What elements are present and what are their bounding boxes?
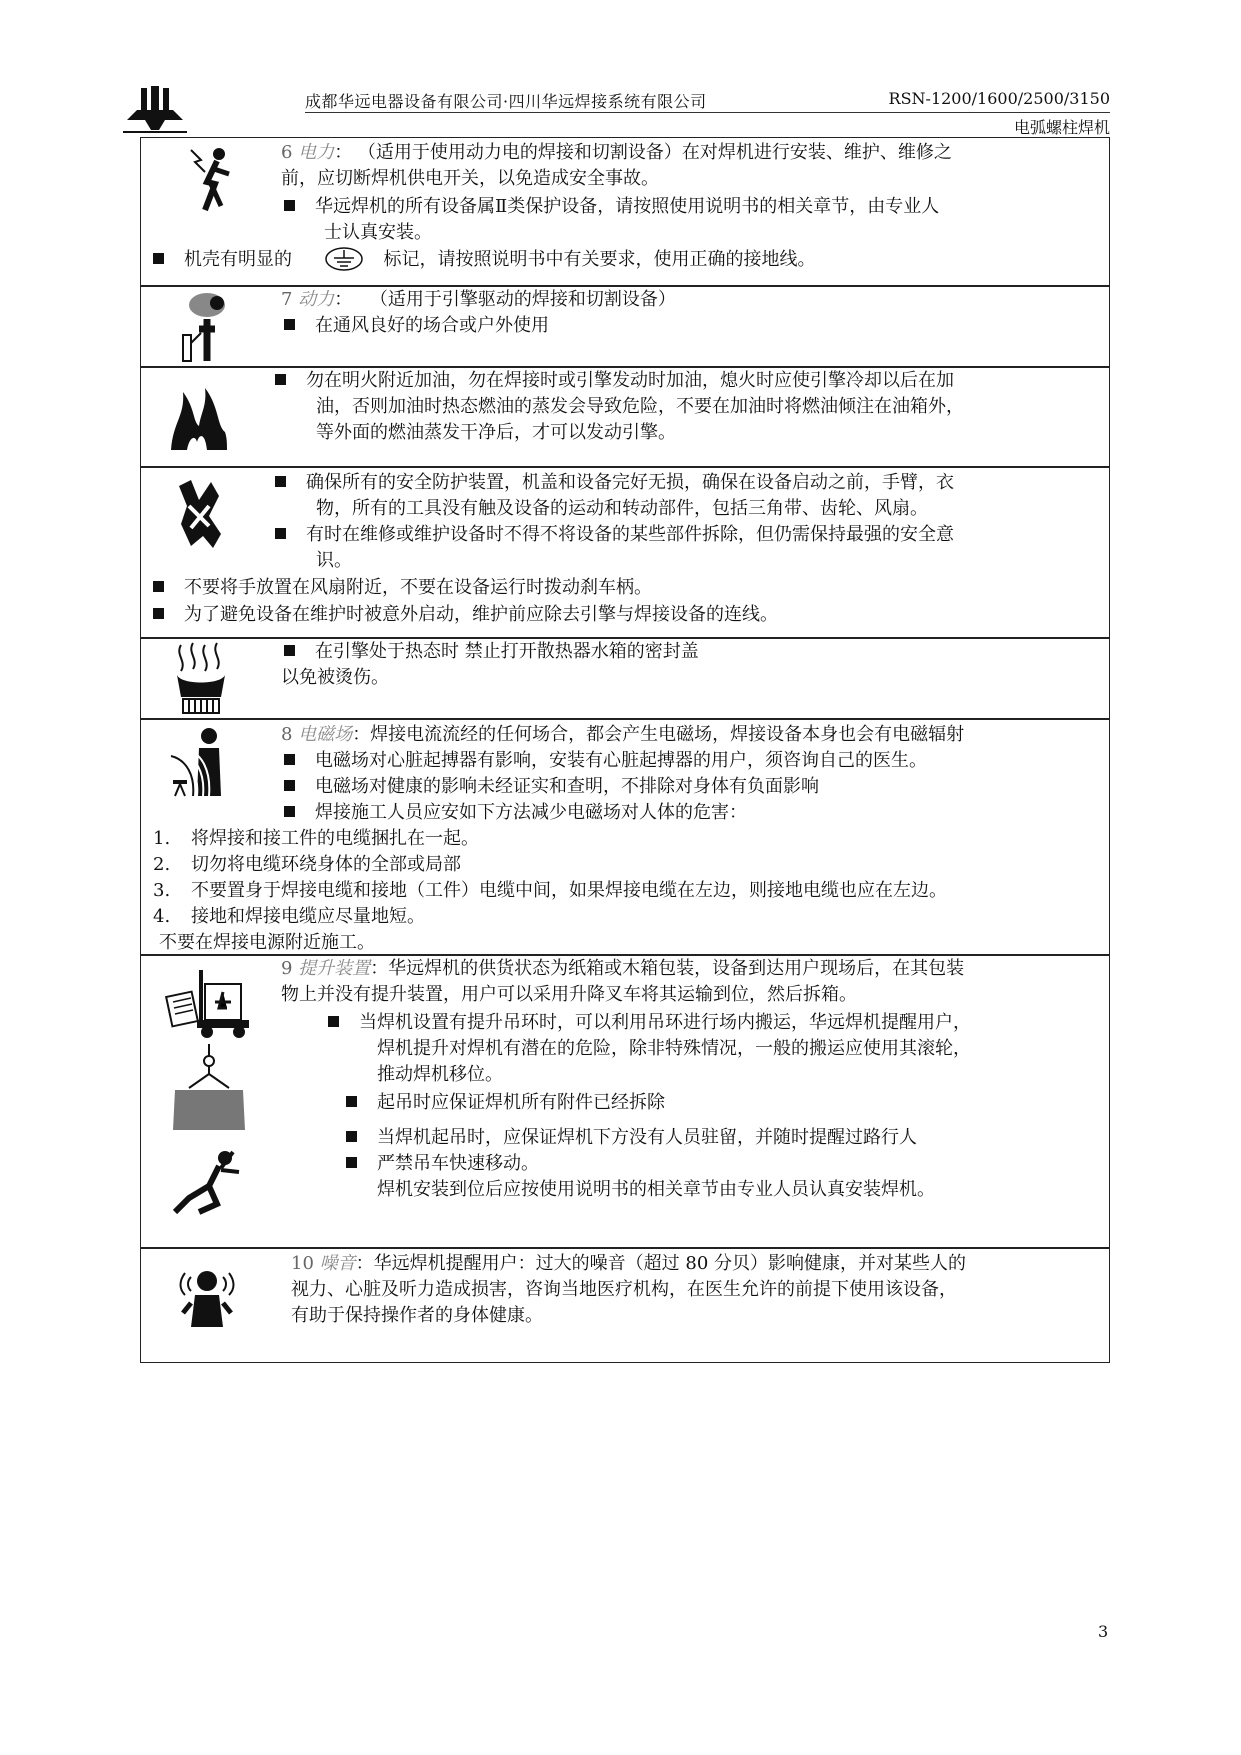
section10-intro-line1: [291, 1251, 966, 1277]
fire-hazard-icon: [167, 382, 231, 452]
section9-number: 9: [281, 958, 293, 979]
section7-colon: ：: [334, 289, 353, 310]
bullet-icon: [153, 581, 164, 592]
section8-list-item-2: 2. 切勿将电缆环绕身体的全部或局部: [153, 854, 461, 875]
bullet-icon: [153, 608, 164, 619]
section8-list-item-3: 3. 不要置身于焊接电缆和接地（工件）电缆中间，如果焊接电缆在左边，则接地电缆也应在左边。: [153, 880, 947, 901]
hot-steam-icon: [171, 641, 231, 715]
section8-list-item-1: 1. 将焊接和接工件的电缆捆扎在一起。: [153, 828, 479, 849]
section-electromagnetic: [140, 719, 1110, 955]
section7-intro-line: [281, 287, 676, 313]
section6-bullet1: 华远焊机的所有设备属Ⅱ类保护设备，请按照使用说明书的相关章节，由专业人: [284, 194, 939, 220]
section7-bullet1: 在通风良好的场合或户外使用: [284, 313, 549, 339]
bullet-icon: [284, 780, 295, 791]
section-noise: [140, 1248, 1110, 1363]
section9-bullet1: 当焊机设置有提升吊环时，可以利用吊环进行场内搬运，华远焊机提醒用户，: [328, 1010, 971, 1036]
guard-bullet2: 有时在维修或维护设备时不得不将设备的某些部件拆除，但仍需保持最强的安全意: [275, 522, 954, 548]
hot-bullet: 在引擎处于热态时 禁止打开散热器水箱的密封盖: [284, 639, 699, 665]
section-electric-power: [140, 137, 1110, 286]
hot-line2: 以免被烫伤。: [281, 667, 389, 688]
bullet-icon: [284, 200, 295, 211]
section8-intro-line: [281, 722, 964, 748]
section10-number: 10: [291, 1253, 314, 1274]
section8-title: 电磁场: [298, 724, 353, 745]
section7-number: 7: [281, 289, 293, 310]
fuel-line3: 等外面的燃油蒸发干净后，才可以发动引擎。: [316, 422, 676, 443]
header-product: 电弧螺柱焊机: [1013, 118, 1110, 137]
header-divider: [305, 112, 1110, 113]
section6-number: 6: [281, 142, 293, 163]
bullet-icon: [284, 319, 295, 330]
section-engine-power: [140, 286, 1110, 367]
section9-bullet2: 起吊时应保证焊机所有附件已经拆除: [346, 1090, 665, 1116]
bullet-icon: [328, 1016, 339, 1027]
section9-intro2: 物上并没有提升装置，用户可以采用升降叉车将其运输到位，然后拆箱。: [281, 984, 857, 1005]
fuel-bullet: 勿在明火附近加油，勿在焊接时或引擎发动时加油，熄火时应使引擎冷却以后在加: [275, 368, 954, 394]
section8-bullet1: 电磁场对心脏起搏器有影响，安装有心脏起搏器的用户，须咨询自己的医生。: [284, 748, 927, 774]
section6-intro1: （适用于使用动力电的焊接和切割设备）在对焊机进行安装、维护、维修之: [357, 142, 952, 163]
forklift-icon: [165, 962, 255, 1042]
section6-bullet2: 机壳有明显的 标记，请按照说明书中有关要求，使用正确的接地线。: [153, 246, 815, 273]
bullet-icon: [346, 1096, 357, 1107]
falling-load-warning-icon: [169, 1146, 249, 1216]
section-moving-parts: [140, 467, 1110, 638]
bullet-icon: [284, 645, 295, 656]
noise-hazard-icon: [177, 1263, 237, 1333]
section8-bullet3: 焊接施工人员应安如下方法减少电磁场对人体的危害：: [284, 800, 747, 826]
safety-table: [140, 137, 1110, 1390]
bullet-icon: [275, 476, 286, 487]
section6-title: 电力: [298, 142, 335, 163]
section8-final-note: 不要在焊接电源附近施工。: [159, 932, 375, 953]
section8-list-item-4: 4. 接地和焊接电缆应尽量地短。: [153, 906, 425, 927]
bullet-icon: [275, 528, 286, 539]
section8-number: 8: [281, 724, 293, 745]
guard-bullet2-cont: 识。: [316, 550, 352, 571]
bullet-icon: [275, 374, 286, 385]
header-model: RSN-1200/1600/2500/3150: [888, 89, 1110, 108]
guard-bullet4: 为了避免设备在维护时被意外启动，维护前应除去引擎与焊接设备的连线。: [153, 602, 778, 628]
electric-shock-icon: [181, 144, 241, 214]
section6-intro-line1: [281, 140, 952, 166]
section6-colon: ：: [334, 142, 353, 163]
ground-symbol-icon: [324, 246, 364, 272]
section10-intro2: 视力、心脏及听力造成损害，咨询当地医疗机构，在医生允许的前提下使用该设备，: [291, 1279, 957, 1300]
section-hot-radiator: [140, 638, 1110, 719]
hand-injury-icon: [169, 476, 229, 552]
bullet-icon: [346, 1131, 357, 1142]
section9-bullet1-cont2: 推动焊机移位。: [377, 1064, 503, 1085]
company-logo: [123, 80, 187, 136]
page-number: 3: [1098, 1622, 1109, 1641]
section10-title: 噪音: [319, 1253, 356, 1274]
section9-title: 提升装置: [298, 958, 371, 979]
guard-bullet1-cont: 物，所有的工具没有触及设备的运动和转动部件，包括三角带、齿轮、风扇。: [316, 498, 928, 519]
section7-intro: （适用于引擎驱动的焊接和切割设备）: [369, 289, 676, 310]
bullet-icon: [284, 754, 295, 765]
section7-title: 动力: [298, 289, 335, 310]
bullet-icon: [346, 1157, 357, 1168]
bullet-icon: [153, 253, 164, 264]
section-lifting: [140, 955, 1110, 1248]
section9-intro-line1: [281, 956, 964, 982]
section9-install-note: 焊机安装到位后应按使用说明书的相关章节由专业人员认真安装焊机。: [377, 1179, 935, 1200]
section8-intro: ：焊接电流流经的任何场合，都会产生电磁场，焊接设备本身也会有电磁辐射: [352, 724, 965, 745]
section10-intro3: 有助于保持操作者的身体健康。: [291, 1305, 543, 1326]
section6-intro2: 前，应切断焊机供电开关，以免造成安全事故。: [281, 168, 659, 189]
section10-intro1: ：华远焊机提醒用户：过大的噪音（超过 80 分贝）影响健康，并对某些人的: [355, 1253, 966, 1274]
bullet-icon: [284, 806, 295, 817]
crane-hook-icon: [169, 1044, 249, 1134]
exhaust-fume-icon: [177, 291, 237, 365]
header-company: 成都华远电器设备有限公司·四川华远焊接系统有限公司: [305, 92, 707, 111]
section9-bullet1-cont1: 焊机提升对焊机有潜在的危险，除非特殊情况，一般的搬运应使用其滚轮，: [377, 1038, 971, 1059]
section6-bullet1-cont: 士认真安装。: [324, 222, 432, 243]
section9-bullet4: 严禁吊车快速移动。: [346, 1151, 539, 1177]
electromagnetic-field-icon: [169, 726, 233, 802]
guard-bullet3: 不要将手放置在风扇附近，不要在设备运行时拨动刹车柄。: [153, 575, 652, 601]
guard-bullet1: 确保所有的安全防护装置，机盖和设备完好无损，确保在设备启动之前，手臂，衣: [275, 470, 954, 496]
section9-intro1: ：华远焊机的供货状态为纸箱或木箱包装，设备到达用户现场后，在其包装: [370, 958, 965, 979]
section-fuel-safety: [140, 367, 1110, 467]
section9-bullet3: 当焊机起吊时，应保证焊机下方没有人员驻留，并随时提醒过路行人: [346, 1125, 917, 1151]
fuel-line2: 油，否则加油时热态燃油的蒸发会导致危险，不要在加油时将燃油倾注在油箱外，: [316, 396, 964, 417]
section8-bullet2: 电磁场对健康的影响未经证实和查明，不排除对身体有负面影响: [284, 774, 819, 800]
